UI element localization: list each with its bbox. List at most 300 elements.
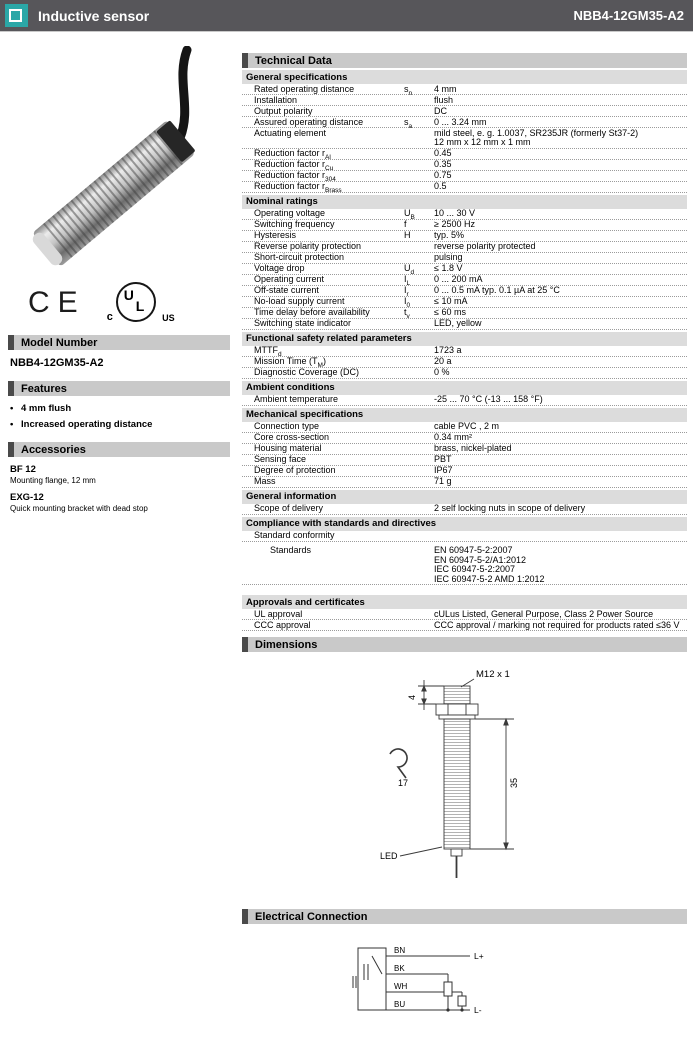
spec-symbol-base: U xyxy=(404,208,411,218)
spec-value xyxy=(434,546,687,585)
spec-value-line: ≤ 10 mA xyxy=(434,296,468,306)
spec-symbol-subscript: B xyxy=(410,213,415,221)
led-label: LED xyxy=(379,851,398,861)
right-column xyxy=(242,53,687,1039)
spec-section-header: Functional safety related parameters xyxy=(242,332,687,346)
content xyxy=(0,32,693,1039)
spec-row xyxy=(242,444,687,455)
spec-label xyxy=(254,95,404,105)
spec-value xyxy=(434,504,687,514)
sensor-symbol-box xyxy=(358,948,386,1010)
spec-label xyxy=(254,128,404,138)
spec-value-line: 0 ... 200 mA xyxy=(434,274,483,284)
spec-value xyxy=(434,357,687,367)
feature-text: Increased operating distance xyxy=(21,419,153,430)
brand-logo-icon xyxy=(5,4,28,27)
spec-symbol-base: I xyxy=(404,296,407,306)
spec-value xyxy=(434,444,687,454)
product-photo-image xyxy=(8,46,230,271)
spec-value xyxy=(434,368,687,378)
spec-row xyxy=(242,128,687,149)
spec-value xyxy=(434,609,687,619)
spec-section-header: General information xyxy=(242,490,687,504)
spec-symbol xyxy=(404,182,434,183)
spec-row xyxy=(242,149,687,160)
spec-row xyxy=(242,319,687,330)
spec-label-text: Reduction factor r xyxy=(254,181,326,191)
dim-length-label: 35 xyxy=(508,777,519,788)
spec-value-line: cULus Listed, General Purpose, Class 2 Power Source xyxy=(434,608,654,619)
spec-label-text: Operating current xyxy=(254,274,325,284)
spec-label-text: Housing material xyxy=(254,443,322,453)
model-number-heading-label: Model Number xyxy=(21,336,98,349)
dimensions-heading xyxy=(242,637,687,652)
spec-row xyxy=(242,171,687,182)
spec-symbol-subscript: 0 xyxy=(406,301,411,309)
spec-value xyxy=(434,182,687,192)
spec-value xyxy=(434,171,687,181)
accessory-item xyxy=(10,464,230,485)
spec-value-line: DC xyxy=(434,105,447,116)
spec-label-text: Degree of protection xyxy=(254,465,336,475)
ul-mark-c: c xyxy=(106,311,113,323)
spec-symbol xyxy=(404,242,434,243)
electrical-connection-heading xyxy=(242,909,687,924)
spec-value xyxy=(434,297,687,307)
spec-label xyxy=(254,455,404,465)
spec-label xyxy=(254,422,404,432)
spec-row xyxy=(242,253,687,264)
spec-value-line: 0.75 xyxy=(434,170,452,180)
spec-value-line: typ. 5% xyxy=(434,230,465,240)
spec-section-header: Compliance with standards and directives xyxy=(242,517,687,531)
spec-value xyxy=(434,106,687,116)
ul-mark-letter-u: U xyxy=(123,287,134,303)
spec-symbol-base: I xyxy=(404,274,407,284)
spec-label-text: Rated operating distance xyxy=(254,83,355,94)
ul-mark-letter-l: L xyxy=(135,298,145,314)
spec-value-line: 0.34 mm² xyxy=(434,432,473,442)
spec-value xyxy=(434,620,687,630)
spec-label xyxy=(254,286,404,296)
spec-label-text: Time delay before availability xyxy=(254,307,370,317)
feature-item xyxy=(10,403,230,414)
spec-row xyxy=(242,504,687,515)
spec-row xyxy=(242,275,687,286)
spec-symbol xyxy=(404,128,434,129)
spec-value xyxy=(434,319,687,329)
spec-label xyxy=(254,504,404,514)
spec-value xyxy=(434,117,687,127)
spec-symbol xyxy=(404,368,434,369)
thread-size-label: M12 x 1 xyxy=(475,669,510,680)
spec-label xyxy=(254,275,404,285)
spec-value xyxy=(434,308,687,318)
spec-value-line: CCC approval / marking not required for products rated ≤36 V xyxy=(434,619,680,630)
spec-row xyxy=(242,160,687,171)
electrical-diagram-image xyxy=(352,934,502,1034)
spec-label-text: Reduction factor r xyxy=(254,159,326,169)
accessory-description: Quick mounting bracket with dead stop xyxy=(10,504,148,513)
accessory-description: Mounting flange, 12 mm xyxy=(10,476,96,485)
spec-value-line: ≤ 1.8 V xyxy=(434,263,463,273)
product-type-title: Inductive sensor xyxy=(38,7,150,24)
spec-label-text: Switching frequency xyxy=(254,219,335,229)
spec-label-text: Installation xyxy=(254,94,298,105)
spec-symbol xyxy=(404,444,434,445)
spec-symbol xyxy=(404,466,434,467)
spec-symbol xyxy=(404,357,434,358)
sensor-cable xyxy=(180,50,187,138)
electrical-diagram xyxy=(242,924,687,1039)
technical-data-heading xyxy=(242,53,687,68)
spec-section-header: General specifications xyxy=(242,70,687,84)
spec-row xyxy=(242,395,687,406)
spec-label xyxy=(254,620,404,630)
spec-label xyxy=(254,242,404,252)
spec-label xyxy=(254,149,404,159)
spec-label-text: MTTF xyxy=(254,345,278,355)
spec-value xyxy=(434,95,687,105)
spec-row xyxy=(242,95,687,106)
spec-label-text: Operating voltage xyxy=(254,208,326,218)
spec-value-line: pulsing xyxy=(434,252,463,262)
terminal-negative-label: L- xyxy=(474,1005,482,1015)
spec-value-line: EN 60947-5-2:2007 xyxy=(434,545,513,555)
spec-label xyxy=(254,395,404,405)
spec-symbol xyxy=(404,264,434,274)
spec-value xyxy=(434,433,687,443)
wrench-size-label: 17 xyxy=(397,778,408,788)
spec-label xyxy=(254,264,404,274)
dim-top-label: 4 xyxy=(406,694,417,700)
model-number-value: NBB4-12GM35-A2 xyxy=(10,357,104,369)
spec-symbol xyxy=(404,546,434,547)
spec-symbol xyxy=(404,253,434,254)
spec-value-line: 0.35 xyxy=(434,159,452,169)
spec-section-header: Mechanical specifications xyxy=(242,408,687,422)
spec-row xyxy=(242,84,687,95)
spec-row xyxy=(242,242,687,253)
spec-value-line: PBT xyxy=(434,454,452,464)
spec-value-line: cable PVC , 2 m xyxy=(434,421,500,431)
spec-symbol-base: U xyxy=(404,263,411,273)
features-list xyxy=(10,403,230,430)
spec-value-line: brass, nickel-plated xyxy=(434,443,512,453)
dimensions-heading-label: Dimensions xyxy=(255,638,318,651)
spec-value xyxy=(434,149,687,159)
spec-row xyxy=(242,546,687,586)
spec-label-text: Standards xyxy=(270,545,312,555)
technical-data-heading-label: Technical Data xyxy=(255,54,332,67)
spec-label xyxy=(254,466,404,476)
spec-label-text: Actuating element xyxy=(254,127,327,138)
spec-label-subscript: d xyxy=(278,350,282,358)
spec-row xyxy=(242,117,687,128)
spec-value-line: ≥ 2500 Hz xyxy=(434,219,475,229)
spec-value xyxy=(434,220,687,230)
spec-symbol xyxy=(404,433,434,434)
spec-label-subscript: M xyxy=(317,361,323,369)
electrical-connection-heading-label: Electrical Connection xyxy=(255,910,368,923)
features-heading-label: Features xyxy=(21,382,67,395)
spec-value-line: 12 mm x 12 mm x 1 mm xyxy=(434,137,531,147)
spec-row xyxy=(242,477,687,488)
spec-label xyxy=(254,117,404,127)
spec-symbol-subscript: L xyxy=(406,279,411,287)
feature-text: 4 mm flush xyxy=(21,403,72,414)
spec-symbol xyxy=(404,455,434,456)
spec-symbol xyxy=(404,149,434,150)
spec-symbol xyxy=(404,346,434,347)
spec-symbol xyxy=(404,422,434,423)
ul-mark xyxy=(106,282,175,324)
wire-label-bn: BN xyxy=(394,946,406,955)
spec-symbol xyxy=(404,319,434,320)
spec-symbol xyxy=(404,209,434,219)
spec-value-line: LED, yellow xyxy=(434,318,482,328)
ul-mark-circle xyxy=(116,282,156,322)
spec-row xyxy=(242,209,687,220)
spec-symbol xyxy=(404,609,434,610)
terminal-positive-label: L+ xyxy=(474,951,484,961)
spec-section-header: Approvals and certificates xyxy=(242,595,687,609)
accessory-name: BF 12 xyxy=(10,464,36,475)
left-column xyxy=(8,46,230,1039)
spec-section-header: Ambient conditions xyxy=(242,381,687,395)
spec-value-line: 2 self locking nuts in scope of delivery xyxy=(434,503,586,513)
certification-marks xyxy=(28,279,230,327)
spec-row xyxy=(242,106,687,117)
spec-label-text: Sensing face xyxy=(254,454,307,464)
spec-value-line: 4 mm xyxy=(434,83,457,94)
dimension-drawing-image xyxy=(340,660,590,905)
spec-value-line: flush xyxy=(434,94,454,105)
spec-label-subscript: Cu xyxy=(325,164,334,172)
spec-row xyxy=(242,433,687,444)
spec-symbol-base: s xyxy=(404,116,409,127)
spec-value xyxy=(434,455,687,465)
spec-row xyxy=(242,220,687,231)
spec-row xyxy=(242,182,687,193)
accessory-item xyxy=(10,492,230,513)
spec-label xyxy=(254,182,404,192)
spec-label-text: Short-circuit protection xyxy=(254,252,345,262)
ce-mark: CE xyxy=(28,286,86,319)
spec-value-line: 71 g xyxy=(434,476,452,486)
spec-label xyxy=(254,160,404,170)
spec-symbol xyxy=(404,286,434,296)
technical-sections xyxy=(242,70,687,631)
features-heading xyxy=(8,381,230,396)
spec-label xyxy=(254,546,404,556)
spec-value xyxy=(434,264,687,274)
spec-symbol xyxy=(404,504,434,505)
spec-label-text: Mission Time (T xyxy=(254,356,318,366)
spec-symbol xyxy=(404,106,434,107)
spec-label xyxy=(254,357,404,367)
spec-symbol-subscript: d xyxy=(410,268,415,276)
spec-label xyxy=(254,433,404,443)
spec-label xyxy=(254,531,404,541)
spec-row xyxy=(242,264,687,275)
spec-symbol xyxy=(404,297,434,307)
spec-symbol-subscript: v xyxy=(406,312,410,320)
bullet-icon xyxy=(10,403,21,414)
sensor-body xyxy=(28,119,196,270)
spec-value-line: IEC 60947-5-2:2007 xyxy=(434,564,516,574)
spec-label xyxy=(254,444,404,454)
spec-value-line: -25 ... 70 °C (-13 ... 158 °F) xyxy=(434,394,543,404)
spec-value-line: 1723 a xyxy=(434,345,462,355)
spec-value xyxy=(434,160,687,170)
spec-label xyxy=(254,106,404,116)
spec-symbol-base: f xyxy=(404,219,407,229)
spec-value xyxy=(434,275,687,285)
spec-label xyxy=(254,308,404,318)
spec-label xyxy=(254,84,404,94)
spec-value xyxy=(434,242,687,252)
spec-label-subscript: Al xyxy=(325,153,331,161)
accessories-heading-label: Accessories xyxy=(21,443,86,456)
spec-row xyxy=(242,286,687,297)
spec-value-line: EN 60947-5-2/A1:2012 xyxy=(434,554,527,565)
spec-row xyxy=(242,531,687,542)
spec-value-line: mild steel, e. g. 1.0037, SR235JR (formerly St37-2) xyxy=(434,127,639,138)
spec-value xyxy=(434,84,687,94)
spec-label xyxy=(254,253,404,263)
spec-label xyxy=(254,209,404,219)
spec-value xyxy=(434,531,687,532)
spec-label-text: Reduction factor r xyxy=(254,170,326,180)
model-number-heading xyxy=(8,335,230,350)
spec-symbol xyxy=(404,231,434,241)
spec-label xyxy=(254,609,404,619)
spec-value-line: IP67 xyxy=(434,465,453,475)
spec-label-text: CCC approval xyxy=(254,619,311,630)
spec-label-text: Off-state current xyxy=(254,285,319,295)
spec-label-text: Voltage drop xyxy=(254,263,305,273)
spec-value xyxy=(434,209,687,219)
spec-label-text: Output polarity xyxy=(254,105,313,116)
spec-value xyxy=(434,286,687,296)
spec-symbol xyxy=(404,275,434,285)
spec-label-text: No-load supply current xyxy=(254,296,345,306)
spec-row xyxy=(242,368,687,379)
accessory-name: EXG-12 xyxy=(10,492,44,503)
spec-value xyxy=(434,422,687,432)
spec-label-subscript: Brass xyxy=(325,186,342,194)
spec-label xyxy=(254,231,404,241)
accessories-heading xyxy=(8,442,230,457)
spec-label xyxy=(254,346,404,356)
spec-label-text: Core cross-section xyxy=(254,432,330,442)
spec-row xyxy=(242,297,687,308)
spec-value-line: 0 ... 0.5 mA typ. 0.1 µA at 25 °C xyxy=(434,285,560,295)
bullet-icon xyxy=(10,419,21,430)
spec-row xyxy=(242,346,687,357)
spec-value-line: 0 % xyxy=(434,367,450,377)
spec-symbol xyxy=(404,620,434,621)
spec-symbol xyxy=(404,308,434,318)
spec-label xyxy=(254,171,404,181)
spec-label-text: Standard conformity xyxy=(254,530,335,540)
spec-value xyxy=(434,128,687,148)
spec-value-line: 10 ... 30 V xyxy=(434,208,476,218)
wire-label-bk: BK xyxy=(394,964,405,973)
spec-value-line: 20 a xyxy=(434,356,452,366)
spec-label-text: Hysteresis xyxy=(254,230,297,240)
wire-label-bu: BU xyxy=(394,1000,406,1009)
spec-label-text: Reduction factor r xyxy=(254,148,326,158)
spec-symbol xyxy=(404,83,434,97)
spec-symbol xyxy=(404,220,434,230)
dimension-drawing xyxy=(242,652,687,909)
product-photo xyxy=(8,46,230,271)
spec-label xyxy=(254,220,404,230)
spec-label xyxy=(254,297,404,307)
spec-value xyxy=(434,466,687,476)
spec-row xyxy=(242,466,687,477)
spec-row xyxy=(242,231,687,242)
spec-label-subscript: 304 xyxy=(325,175,336,183)
spec-row xyxy=(242,609,687,620)
wire-label-wh: WH xyxy=(394,982,408,991)
spec-symbol-base: I xyxy=(404,285,407,295)
spec-value-line: 0 ... 3.24 mm xyxy=(434,116,487,127)
spec-row xyxy=(242,308,687,319)
feature-item xyxy=(10,419,230,430)
header-model-number: NBB4-12GM35-A2 xyxy=(573,8,684,23)
spec-value xyxy=(434,346,687,356)
spec-value xyxy=(434,395,687,405)
spec-label-text: Assured operating distance xyxy=(254,116,364,127)
spec-label-text: UL approval xyxy=(254,608,303,619)
spec-symbol-base: s xyxy=(404,83,409,94)
spec-symbol-base: H xyxy=(404,230,411,240)
spec-value-line: IEC 60947-5-2 AMD 1:2012 xyxy=(434,573,545,584)
spec-label-text: Ambient temperature xyxy=(254,394,339,404)
spec-label-text: Mass xyxy=(254,476,276,486)
spec-row xyxy=(242,455,687,466)
spec-symbol-subscript: a xyxy=(408,122,413,130)
spec-row xyxy=(242,620,687,631)
wrench-icon xyxy=(390,749,407,778)
spec-label xyxy=(254,319,404,329)
ul-mark-us: US xyxy=(162,313,175,323)
spec-row xyxy=(242,357,687,368)
spec-label-text: Scope of delivery xyxy=(254,503,324,513)
spec-label-text: Reverse polarity protection xyxy=(254,241,362,251)
spec-label xyxy=(254,477,404,487)
spec-symbol xyxy=(404,531,434,532)
spec-label-suffix: ) xyxy=(322,356,326,366)
spec-symbol-base: t xyxy=(404,307,407,317)
spec-value-line: ≤ 60 ms xyxy=(434,307,466,317)
header-bar xyxy=(0,0,693,31)
spec-value-line: reverse polarity protected xyxy=(434,241,536,251)
spec-value xyxy=(434,231,687,241)
spec-label xyxy=(254,368,404,378)
spec-value-line: 0.5 xyxy=(434,181,447,191)
spec-symbol xyxy=(404,395,434,396)
spec-symbol xyxy=(404,116,434,130)
spec-label-text: Switching state indicator xyxy=(254,318,352,328)
spec-symbol xyxy=(404,95,434,96)
spec-symbol-subscript: r xyxy=(406,290,409,298)
spec-label-text: Connection type xyxy=(254,421,320,431)
spec-label-text: Diagnostic Coverage (DC) xyxy=(254,367,360,377)
